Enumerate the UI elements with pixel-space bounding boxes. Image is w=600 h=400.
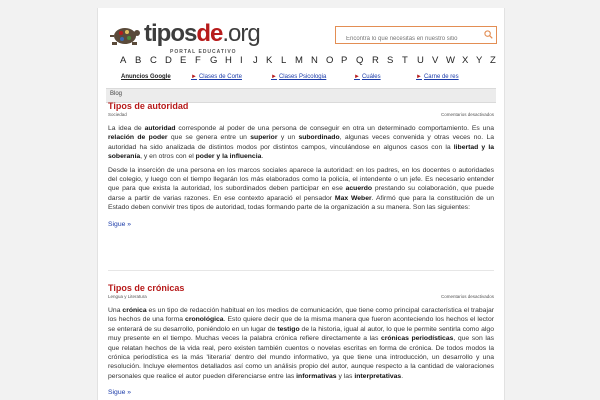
logo-wordmark: tiposde.org xyxy=(144,20,260,47)
post-meta xyxy=(108,112,494,120)
letter-link[interactable]: C xyxy=(150,55,157,66)
letter-link[interactable]: H xyxy=(225,55,232,66)
site-logo[interactable] xyxy=(108,20,260,55)
ad-link[interactable]: ► Carne de res xyxy=(416,74,459,80)
post-category[interactable]: Sociedad xyxy=(108,112,127,117)
breadcrumb-blog[interactable]: Blog xyxy=(110,91,123,97)
letter-link[interactable]: L xyxy=(281,55,287,66)
ad-link[interactable]: ► Clases Psicologia xyxy=(271,74,327,80)
post-title[interactable]: Tipos de autoridad xyxy=(108,101,189,111)
arrow-icon: ► xyxy=(354,74,360,80)
letter-link[interactable]: U xyxy=(417,55,424,66)
letter-link[interactable]: P xyxy=(341,55,348,66)
logo-subtitle: PORTAL EDUCATIVO xyxy=(170,49,237,55)
letter-link[interactable]: I xyxy=(240,55,243,66)
letter-link[interactable]: T xyxy=(402,55,408,66)
letter-link[interactable]: Y xyxy=(476,55,483,66)
post-paragraph: La idea de autoridad corresponde al poder de una persona de conseguir en otra un determinado comportamiento. Es una relación de poder que se genera entre un superior y un subordinado, algunas veces convenida y otras veces no. La autoridad ha sido analizada de distintos modos por distintos campos, vinculándose en algunos casos con la libertad y la soberanía, y en otros con el poder y la influencia. xyxy=(108,125,495,161)
post-comments: Comentarios desactivados xyxy=(440,294,494,299)
arrow-icon: ► xyxy=(191,74,197,80)
divider xyxy=(108,270,494,271)
ads-label[interactable]: Anuncios Google xyxy=(121,74,171,80)
letter-link[interactable]: J xyxy=(253,55,258,66)
ad-link[interactable]: ► Clases de Corte xyxy=(191,74,242,80)
page-container xyxy=(97,8,505,400)
post-title[interactable]: Tipos de crónicas xyxy=(108,283,185,293)
post-article xyxy=(108,101,494,231)
arrow-icon: ► xyxy=(416,74,422,80)
letter-link[interactable]: K xyxy=(266,55,273,66)
post-comments: Comentarios desactivados xyxy=(440,112,494,117)
letter-link[interactable]: F xyxy=(195,55,201,66)
arrow-icon: ► xyxy=(271,74,277,80)
letter-link[interactable]: R xyxy=(372,55,379,66)
letter-link[interactable]: N xyxy=(311,55,318,66)
post-paragraph: Una crónica es un tipo de redacción habitual en los medios de comunicación, que tiene como principal característica el trabajar los hechos de una forma cronológica. Esto quiere decir que de la misma manera que fueron aconteciendo los hechos el lector se enterará de su desarrollo, poniéndolo en un lugar de testigo de la historia, igual al autor, lo que le permite sentirla como algo muy presente en el tiempo. Muchas veces la palabra crónica refiere directamente a las crónicas periodísticas, que son las que relatan hechos de la vida real, pero existen también cuentos o novelas escritas en forma de crónica. De todos modos la crónica periodística es la más 'literaria' dentro del mundo informativo, ya que tiene una introducción, un desarrollo y una resolución. Incluye elementos detallados así como un análisis propio del autor, aunque respecto a la cantidad de valoraciones personales que realice el autor pueden diferenciarse entre las informativas y las interpretativas. xyxy=(108,307,495,380)
letter-link[interactable]: Q xyxy=(356,55,364,66)
letter-link[interactable]: M xyxy=(295,55,303,66)
letter-link[interactable]: X xyxy=(462,55,469,66)
letter-link[interactable]: A xyxy=(120,55,127,66)
letter-link[interactable]: W xyxy=(446,55,455,66)
read-more-link[interactable]: Sigue » xyxy=(108,220,132,228)
letter-link[interactable]: S xyxy=(387,55,394,66)
ad-links-bar xyxy=(106,74,496,86)
post-article xyxy=(108,283,494,399)
search-box xyxy=(335,26,497,44)
read-more-link[interactable]: Sigue » xyxy=(108,389,132,397)
letter-link[interactable]: V xyxy=(432,55,439,66)
letter-link[interactable]: O xyxy=(326,55,334,66)
letter-link[interactable]: G xyxy=(210,55,218,66)
post-category[interactable]: Lengua y Literatura xyxy=(108,294,147,299)
letter-link[interactable]: E xyxy=(180,55,187,66)
search-input[interactable] xyxy=(336,31,486,47)
post-meta xyxy=(108,294,494,302)
letter-link[interactable]: Z xyxy=(490,55,496,66)
letter-link[interactable]: D xyxy=(165,55,172,66)
search-icon[interactable] xyxy=(484,30,493,39)
post-paragraph: Desde la inserción de una persona en los marcos sociales aparece la autoridad: en los padres, en los docentes o autoridades del colegio, y luego con el tiempo llegarán los más elaborados como la policía, el intendente o un jefe. Es necesario entender que para que exista la autoridad, los subordinados deben participar en ese acuerdo prestando su colaboración, que puede darse a partir de varias razones. En ese contexto aparació el pensador Max Weber. Afirmó que para la constitución de un Estado deben convivir tres tipos de autoridad, todas formando parte de la organización a su manera. Son las siguientes: xyxy=(108,166,494,212)
letter-link[interactable]: B xyxy=(135,55,142,66)
ad-link[interactable]: ► Cuáles xyxy=(354,74,381,80)
logo-turtle-icon xyxy=(108,22,142,50)
